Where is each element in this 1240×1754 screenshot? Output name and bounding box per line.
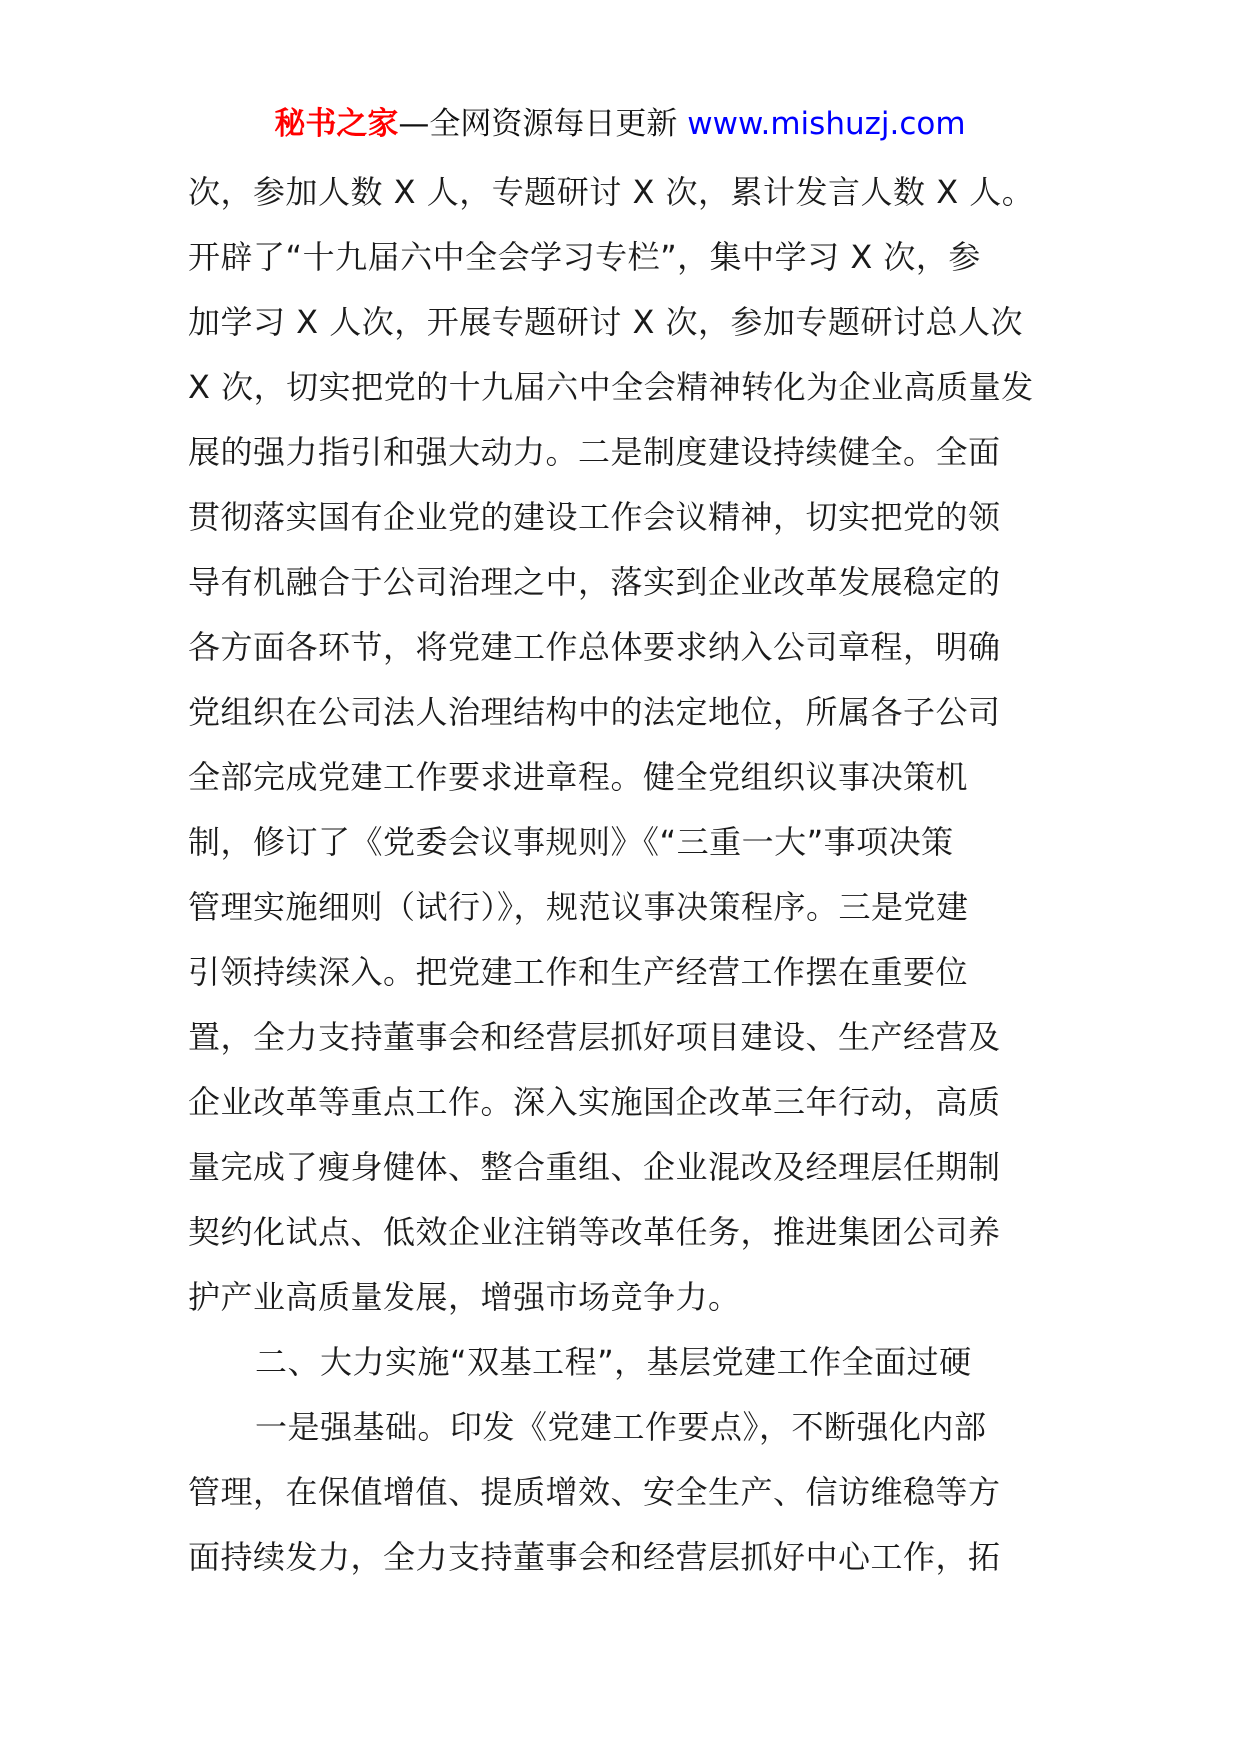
body-line: 引领持续深入。把党建工作和生产经营工作摆在重要位 [188, 953, 969, 991]
body-line: 加学习 X 人次，开展专题研讨 X 次，参加专题研讨总人次 [188, 303, 1024, 341]
body-line: 企业改革等重点工作。深入实施国企改革三年行动，高质 [188, 1083, 1001, 1121]
body-line: 护产业高质量发展，增强市场竞争力。 [188, 1278, 741, 1316]
section-heading: 二、大力实施“双基工程”，基层党建工作全面过硬 [255, 1343, 972, 1381]
body-line: 契约化试点、低效企业注销等改革任务，推进集团公司养 [188, 1213, 1001, 1251]
header-tagline: —全网资源每日更新 [398, 106, 678, 142]
body-line: 贯彻落实国有企业党的建设工作会议精神，切实把党的领 [188, 498, 1001, 536]
body-line: 党组织在公司法人治理结构中的法定地位，所属各子公司 [188, 693, 1001, 731]
body-line: 全部完成党建工作要求进章程。健全党组织议事决策机 [188, 758, 969, 796]
body-line: 制，修订了《党委会议事规则》《“三重一大”事项决策 [188, 823, 954, 861]
body-line: 导有机融合于公司治理之中，落实到企业改革发展稳定的 [188, 563, 1001, 601]
body-line: 面持续发力，全力支持董事会和经营层抓好中心工作，拓 [188, 1538, 1001, 1576]
header-url-link[interactable]: www.mishuzj.com [687, 106, 966, 142]
body-line: 各方面各环节，将党建工作总体要求纳入公司章程，明确 [188, 628, 1001, 666]
brand-name: 秘书之家 [274, 106, 399, 142]
page-header [0, 104, 1240, 144]
paragraph-first-line: 一是强基础。印发《党建工作要点》，不断强化内部 [255, 1408, 987, 1446]
body-line: 置，全力支持董事会和经营层抓好项目建设、生产经营及 [188, 1018, 1001, 1056]
body-line: 开辟了“十九届六中全会学习专栏”，集中学习 X 次，参 [188, 238, 981, 276]
body-line: 管理，在保值增值、提质增效、安全生产、信访维稳等方 [188, 1473, 1001, 1511]
body-line: 展的强力指引和强大动力。二是制度建设持续健全。全面 [188, 433, 1001, 471]
body-line: X 次，切实把党的十九届六中全会精神转化为企业高质量发 [188, 368, 1034, 406]
body-line: 次，参加人数 X 人，专题研讨 X 次，累计发言人数 X 人。 [188, 173, 1035, 211]
document-body [188, 160, 1058, 1590]
body-line: 管理实施细则（试行）》，规范议事决策程序。三是党建 [188, 888, 969, 926]
body-line: 量完成了瘦身健体、整合重组、企业混改及经理层任期制 [188, 1148, 1001, 1186]
